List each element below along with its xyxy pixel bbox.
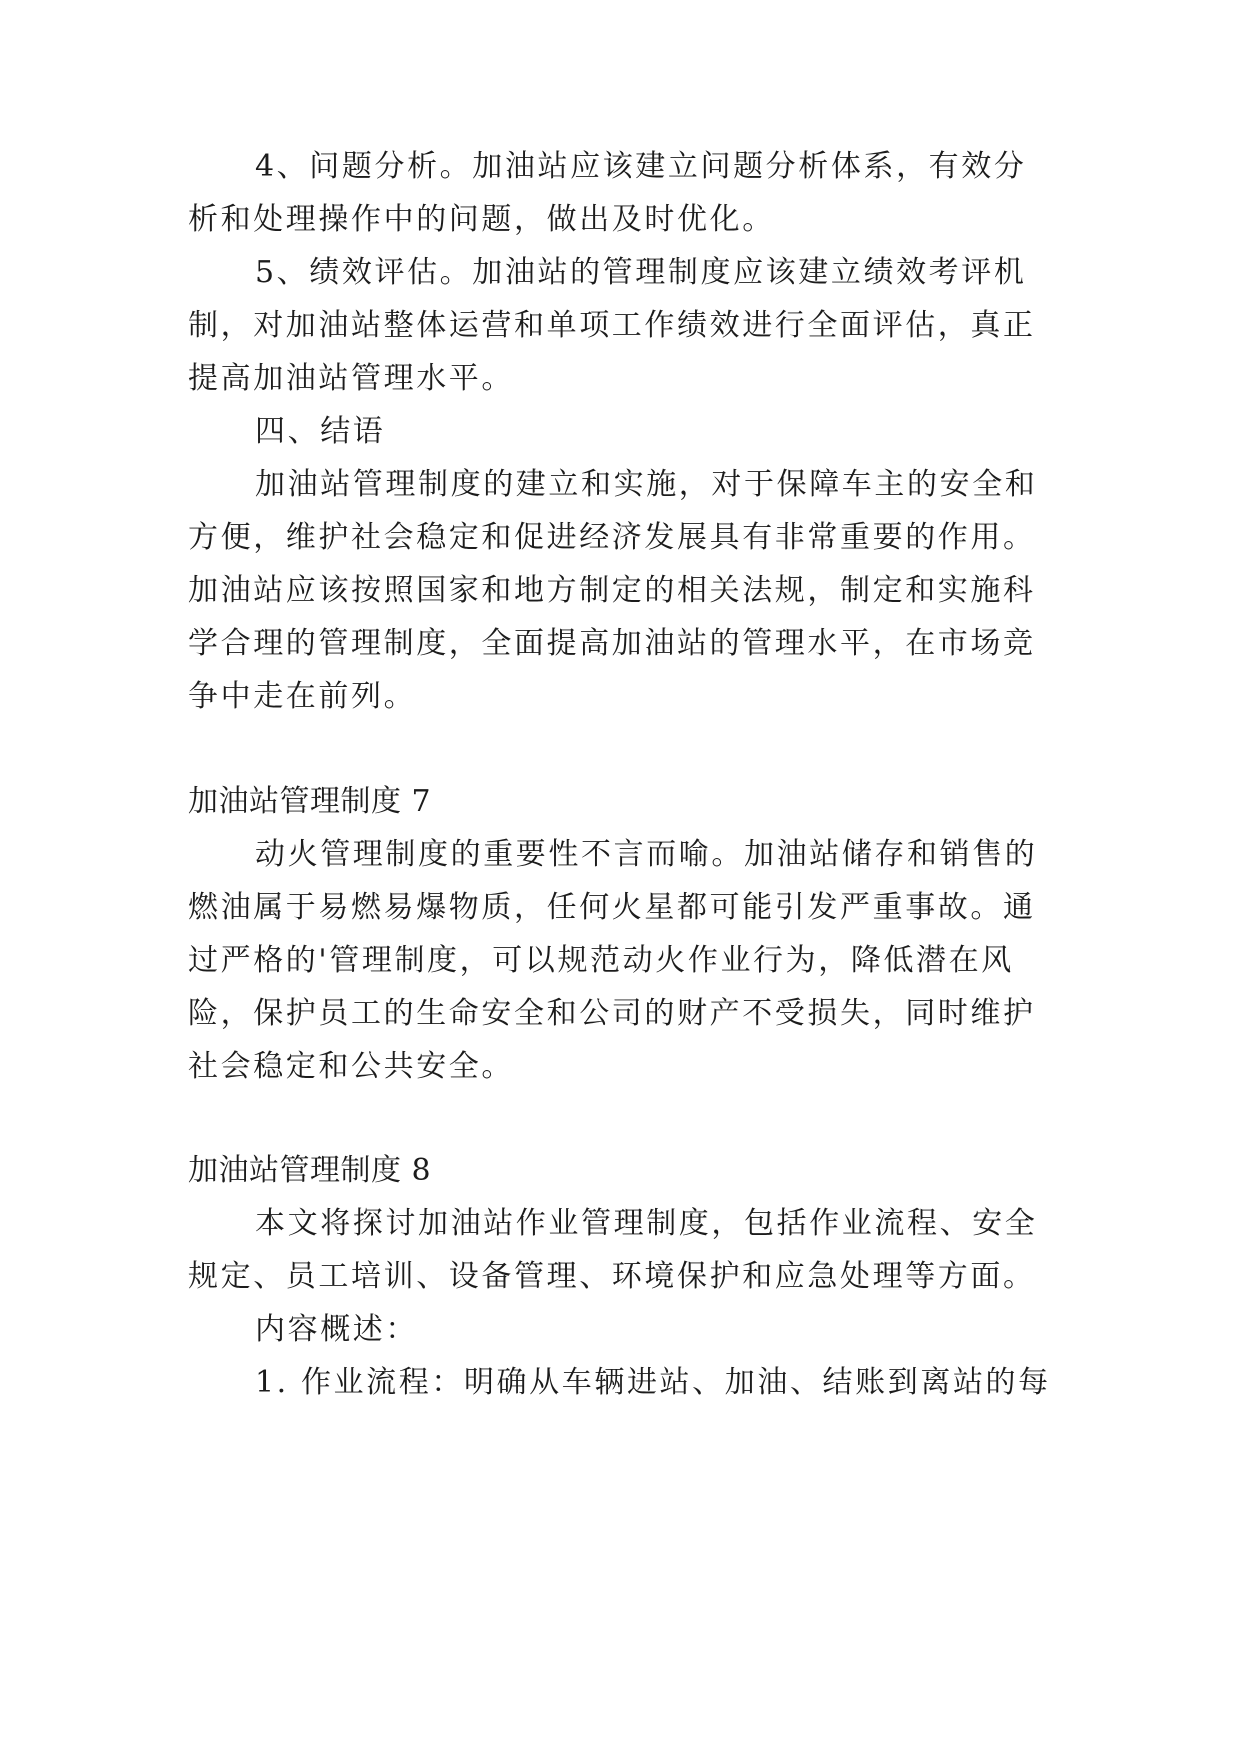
paragraph-line: 规定、员工培训、设备管理、环境保护和应急处理等方面。 [188, 1259, 1036, 1294]
section-heading: 四、结语 [255, 414, 386, 449]
paragraph-line: 提高加油站管理水平。 [188, 361, 514, 396]
paragraph-line: 动火管理制度的重要性不言而喻。加油站储存和销售的 [255, 837, 1038, 872]
paragraph-line: 加油站管理制度的建立和实施，对于保障车主的安全和 [255, 467, 1038, 502]
paragraph-line: 4、问题分析。加油站应该建立问题分析体系，有效分 [255, 149, 1027, 184]
subheading: 内容概述： [255, 1312, 418, 1347]
paragraph-line: 加油站应该按照国家和地方制定的相关法规，制定和实施科 [188, 573, 1036, 608]
paragraph-line: 制，对加油站整体运营和单项工作绩效进行全面评估，真正 [188, 308, 1036, 343]
paragraph-line: 析和处理操作中的问题，做出及时优化。 [188, 202, 775, 237]
paragraph-line: 5、绩效评估。加油站的管理制度应该建立绩效考评机 [255, 255, 1027, 290]
document-heading: 加油站管理制度 8 [188, 1153, 432, 1188]
paragraph-line: 争中走在前列。 [188, 679, 417, 714]
paragraph-line: 学合理的管理制度，全面提高加油站的管理水平，在市场竞 [188, 626, 1036, 661]
paragraph-line: 险，保护员工的生命安全和公司的财产不受损失，同时维护 [188, 996, 1036, 1031]
paragraph-line: 过严格的'管理制度，可以规范动火作业行为，降低潜在风 [188, 943, 1014, 978]
paragraph-line: 社会稳定和公共安全。 [188, 1049, 514, 1084]
paragraph-line: 燃油属于易燃易爆物质，任何火星都可能引发严重事故。通 [188, 890, 1036, 925]
paragraph-line: 本文将探讨加油站作业管理制度，包括作业流程、安全 [255, 1206, 1038, 1241]
paragraph-line: 方便，维护社会稳定和促进经济发展具有非常重要的作用。 [188, 520, 1036, 555]
list-item: 1. 作业流程：明确从车辆进站、加油、结账到离站的每 [255, 1365, 1051, 1400]
document-heading: 加油站管理制度 7 [188, 784, 432, 819]
